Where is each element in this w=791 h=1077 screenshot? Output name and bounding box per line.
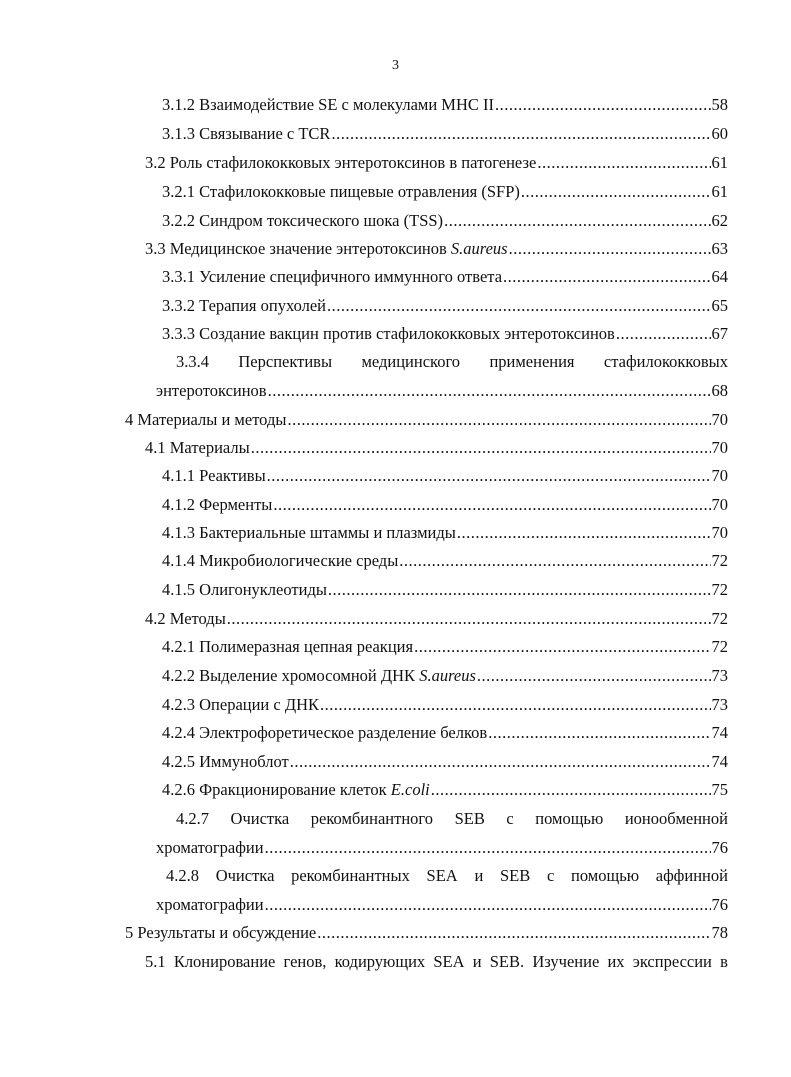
toc-entry-text: Реактивы <box>199 466 266 485</box>
dot-leader <box>457 522 711 544</box>
toc-entry-number: 4.2.5 <box>162 752 195 771</box>
toc-entry-word: Очистка <box>230 809 290 828</box>
toc-entry-number: 4.1.1 <box>162 466 195 485</box>
dot-leader <box>227 608 711 630</box>
toc-entry[interactable] <box>145 951 728 973</box>
toc-entry-title <box>145 437 250 459</box>
toc-entry-title <box>162 579 327 601</box>
toc-entry-continuation[interactable] <box>156 837 728 859</box>
toc-entry-page: 63 <box>711 239 728 258</box>
toc-entry[interactable] <box>162 123 728 145</box>
toc-entry-word: в <box>720 952 728 971</box>
toc-entry-title <box>156 894 264 916</box>
toc-entry-title <box>162 123 330 145</box>
toc-entry-text: Электрофоретическое разделение белков <box>199 723 488 742</box>
dot-leader <box>444 210 710 232</box>
toc-entry-page: 70 <box>711 523 728 542</box>
dot-leader <box>268 380 711 402</box>
toc-entry-title <box>145 608 226 630</box>
dot-leader <box>503 266 710 288</box>
toc-entry-number: 3.3.4 <box>176 352 209 371</box>
toc-entry-number: 3.2.1 <box>162 182 195 201</box>
toc-entry-number: 4.2 <box>145 609 166 628</box>
dot-leader <box>431 779 711 801</box>
toc-entry[interactable] <box>145 152 728 174</box>
toc-entry-word: SEB. <box>489 952 525 971</box>
toc-entry-number: 4.2.6 <box>162 780 195 799</box>
toc-entry-word: помощью <box>535 809 604 828</box>
toc-entry[interactable] <box>162 295 728 317</box>
dot-leader <box>273 494 710 516</box>
dot-leader <box>537 152 710 174</box>
toc-entry-text: Взаимодействие SE с молекулами MHC II <box>199 95 494 114</box>
toc-entry-text: Полимеразная цепная реакция <box>199 637 414 656</box>
dot-leader <box>328 579 711 601</box>
toc-entry[interactable] <box>162 494 728 516</box>
toc-entry-page: 78 <box>711 923 728 942</box>
toc-entry-title <box>162 522 456 544</box>
toc-entry-number: 3.3 <box>145 239 166 258</box>
toc-entry-word: SEB <box>454 809 485 828</box>
toc-entry-text: хроматографии <box>156 838 264 857</box>
toc-entry-word: Перспективы <box>238 352 333 371</box>
toc-entry[interactable] <box>166 865 728 887</box>
toc-entry-page: 64 <box>711 267 728 286</box>
toc-entry[interactable] <box>162 722 728 744</box>
toc-entry[interactable] <box>162 579 728 601</box>
toc-entry-number: 4.2.2 <box>162 666 195 685</box>
toc-entry-number: 4.2.4 <box>162 723 195 742</box>
toc-entry-number: 4.2.8 <box>166 866 199 885</box>
dot-leader <box>327 295 710 317</box>
toc-entry-text: Иммуноблот <box>199 752 289 771</box>
toc-entry[interactable] <box>162 181 728 203</box>
toc-entry-page: 58 <box>711 95 728 114</box>
toc-entry-title <box>145 152 536 174</box>
toc-entry-page: 73 <box>711 695 728 714</box>
page-number: 3 <box>392 58 399 73</box>
toc-entry-number: 3.3.1 <box>162 267 195 286</box>
dot-leader <box>320 694 710 716</box>
toc-entry-text: Синдром токсического шока (TSS) <box>199 211 444 230</box>
toc-entry-text: Стафилококковые пищевые отравления (SFP) <box>199 182 520 201</box>
toc-entry-title <box>162 210 443 232</box>
toc-entry-title <box>162 494 272 516</box>
toc-entry-number: 4.2.7 <box>176 809 209 828</box>
toc-entry-continuation[interactable] <box>156 380 728 402</box>
toc-entry[interactable] <box>162 694 728 716</box>
dot-leader <box>414 636 710 658</box>
dot-leader <box>265 894 711 916</box>
toc-entry-text: Создание вакцин против стафилококковых энтеротоксинов <box>199 324 615 343</box>
toc-entry[interactable] <box>162 665 728 687</box>
toc-entry-word: Клонирование <box>173 952 276 971</box>
toc-entry-page: 68 <box>711 381 728 400</box>
toc-entry-text: Операции с ДНК <box>199 695 320 714</box>
dot-leader <box>495 94 711 116</box>
toc-entry-number: 5 <box>125 923 134 942</box>
toc-entry-title <box>162 636 413 658</box>
toc-entry-page: 70 <box>711 410 728 429</box>
toc-entry-text: хроматографии <box>156 895 264 914</box>
toc-entry-text: Материалы и методы <box>137 410 287 429</box>
toc-entry-text: энтеротоксинов <box>156 381 267 400</box>
toc-entry-title <box>162 550 398 572</box>
toc-entry-page: 72 <box>711 551 728 570</box>
dot-leader <box>287 409 710 431</box>
toc-entry-title <box>156 380 267 402</box>
toc-entry-text: Микробиологические среды <box>199 551 399 570</box>
toc-entry[interactable] <box>162 636 728 658</box>
toc-entry[interactable] <box>176 808 728 830</box>
toc-entry-species: S.aureus <box>450 239 508 258</box>
toc-entry-word: рекомбинантного <box>310 809 434 828</box>
toc-entry-page: 74 <box>711 723 728 742</box>
dot-leader <box>251 437 711 459</box>
toc-entry-title <box>125 409 286 431</box>
toc-entry-text: Олигонуклеотиды <box>199 580 327 599</box>
toc-entry-page: 67 <box>711 324 728 343</box>
toc-entry-word: помощью <box>571 866 640 885</box>
toc-entry-page: 76 <box>711 838 728 857</box>
toc-entry-text: Методы <box>169 609 226 628</box>
toc-entry[interactable] <box>125 922 728 944</box>
dot-leader <box>290 751 711 773</box>
toc-entry-text: Терапия опухолей <box>199 296 327 315</box>
toc-entry-number: 3.1.3 <box>162 124 195 143</box>
toc-entry-page: 75 <box>711 780 728 799</box>
toc-entry-number: 4 <box>125 410 134 429</box>
toc-entry-text: Связывание с TCR <box>199 124 331 143</box>
toc-entry-page: 61 <box>711 153 728 172</box>
toc-entry-title <box>162 722 487 744</box>
toc-entry-page: 65 <box>711 296 728 315</box>
toc-entry-word: стафилококковых <box>603 352 728 371</box>
toc-entry-title <box>162 779 430 801</box>
toc-entry-page: 76 <box>711 895 728 914</box>
toc-entry-word: SEB <box>500 866 531 885</box>
toc-entry-word: рекомбинантных <box>291 866 410 885</box>
toc-entry-number: 4.2.1 <box>162 637 195 656</box>
toc-entry-number: 3.3.2 <box>162 296 195 315</box>
toc-entry-page: 74 <box>711 752 728 771</box>
toc-entry-title <box>162 323 615 345</box>
toc-entry-continuation[interactable] <box>156 894 728 916</box>
toc-entry[interactable] <box>162 323 728 345</box>
toc-entry-page: 72 <box>711 637 728 656</box>
toc-entry-text: Медицинское значение энтеротоксинов <box>169 239 447 258</box>
toc-entry[interactable] <box>125 409 728 431</box>
toc-entry-page: 70 <box>711 438 728 457</box>
toc-entry-title <box>162 266 502 288</box>
toc-entry-title <box>145 238 508 260</box>
toc-entry-word: Изучение <box>532 952 600 971</box>
toc-entry-number: 4.1.2 <box>162 495 195 514</box>
dot-leader <box>265 837 711 859</box>
toc-entry-word: кодирующих <box>334 952 426 971</box>
dot-leader <box>477 665 711 687</box>
toc-entry-title <box>125 922 316 944</box>
toc-entry-title <box>156 837 264 859</box>
toc-entry-word: SEA <box>426 866 458 885</box>
toc-entry-word: ионообменной <box>624 809 728 828</box>
toc-entry[interactable] <box>162 522 728 544</box>
toc-entry[interactable] <box>162 94 728 116</box>
toc-entry-page: 62 <box>711 211 728 230</box>
dot-leader <box>331 123 710 145</box>
toc-entry-number: 4.1 <box>145 438 166 457</box>
toc-entry-page: 72 <box>711 580 728 599</box>
toc-entry-number: 4.2.3 <box>162 695 195 714</box>
toc-entry-title <box>162 751 289 773</box>
toc-entry-word: Очистка <box>215 866 275 885</box>
toc-entry[interactable] <box>162 266 728 288</box>
toc-entry[interactable] <box>145 437 728 459</box>
toc-entry-word: генов, <box>283 952 327 971</box>
toc-entry-number: 3.2 <box>145 153 166 172</box>
toc-entry-number: 4.1.5 <box>162 580 195 599</box>
toc-entry-page: 61 <box>711 182 728 201</box>
toc-entry-word: SEA <box>433 952 465 971</box>
toc-entry-text: Результаты и обсуждение <box>137 923 317 942</box>
toc-entry-word: медицинского <box>361 352 461 371</box>
toc-entry-species: S.aureus <box>419 666 476 685</box>
toc-entry-page: 60 <box>711 124 728 143</box>
toc-entry-number: 5.1 <box>145 952 166 971</box>
toc-entry[interactable] <box>162 550 728 572</box>
toc-entry-number: 4.1.4 <box>162 551 195 570</box>
toc-entry-text: Роль стафилококковых энтеротоксинов в патогенезе <box>169 153 537 172</box>
dot-leader <box>509 238 711 260</box>
toc-entry[interactable] <box>162 779 728 801</box>
toc-entry-text: Материалы <box>169 438 250 457</box>
toc-entry-number: 3.1.2 <box>162 95 195 114</box>
dot-leader <box>399 550 710 572</box>
toc-entry[interactable] <box>176 351 728 373</box>
toc-entry-title <box>162 94 494 116</box>
toc-entry-word: и <box>472 952 482 971</box>
toc-entry-text: Фракционирование клеток <box>199 780 387 799</box>
toc-entry[interactable] <box>145 238 728 260</box>
toc-entry-number: 4.1.3 <box>162 523 195 542</box>
toc-entry-page: 70 <box>711 466 728 485</box>
toc-entry-title <box>162 665 476 687</box>
toc-entry-text: Выделение хромосомной ДНК <box>199 666 416 685</box>
toc-entry[interactable] <box>162 210 728 232</box>
toc-entry-species: E.coli <box>390 780 430 799</box>
toc-entry-word: аффинной <box>655 866 728 885</box>
dot-leader <box>616 323 711 345</box>
toc-entry-word: их <box>607 952 625 971</box>
toc-entry-number: 3.3.3 <box>162 324 195 343</box>
toc-entry-word: с <box>506 809 514 828</box>
toc-entry-text: Усиление специфичного иммунного ответа <box>199 267 503 286</box>
toc-entry[interactable] <box>145 608 728 630</box>
toc-entry[interactable] <box>162 751 728 773</box>
toc-entry-text: Ферменты <box>199 495 273 514</box>
toc-entry-word: применения <box>489 352 575 371</box>
dot-leader <box>521 181 711 203</box>
toc-entry[interactable] <box>162 465 728 487</box>
toc-entry-page: 73 <box>711 666 728 685</box>
toc-entry-word: и <box>474 866 484 885</box>
toc-entry-page: 70 <box>711 495 728 514</box>
dot-leader <box>317 922 710 944</box>
toc-entry-text: Бактериальные штаммы и плазмиды <box>199 523 456 542</box>
toc-entry-title <box>162 694 319 716</box>
toc-entry-word: экспрессии <box>632 952 712 971</box>
dot-leader <box>488 722 710 744</box>
toc-entry-title <box>162 465 266 487</box>
toc-entry-word: с <box>546 866 555 885</box>
toc-entry-number: 3.2.2 <box>162 211 195 230</box>
toc-entry-page: 72 <box>711 609 728 628</box>
toc-entry-title <box>162 295 326 317</box>
toc-entry-title <box>162 181 520 203</box>
dot-leader <box>267 465 711 487</box>
